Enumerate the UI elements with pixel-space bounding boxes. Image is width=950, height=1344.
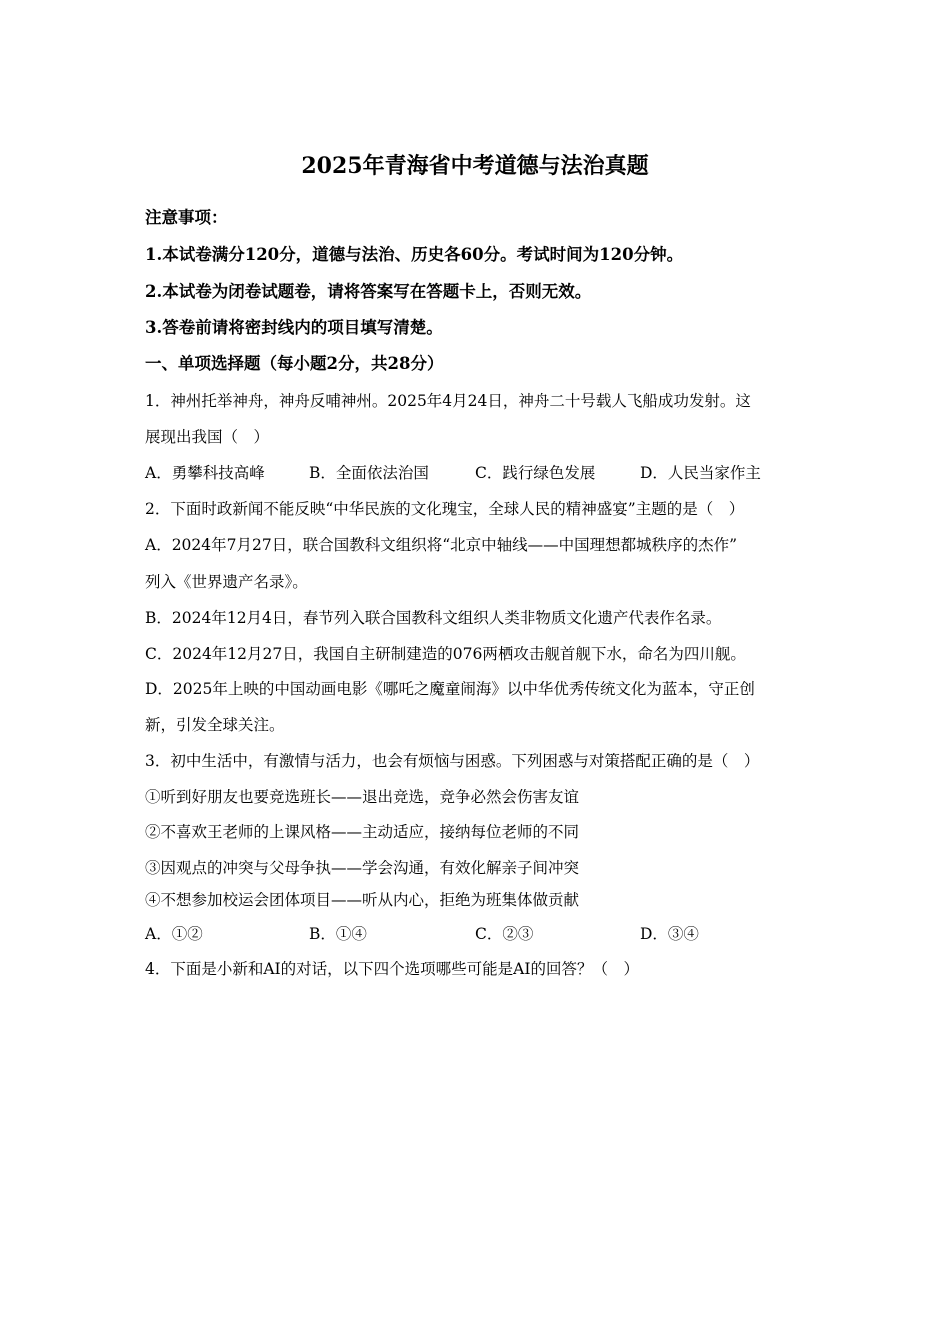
question-1-stem-line-1: 1．神州托举神舟，神舟反哺神州。2025年4月24日，神舟二十号载人飞船成功发射。这 — [145, 392, 751, 410]
question-3-item-3: ③因观点的冲突与父母争执——学会沟通，有效化解亲子间冲突 — [145, 859, 580, 877]
question-2-stem: 2．下面时政新闻不能反映“中华民族的文化瑰宝，全球人民的精神盛宴”主题的是（ ） — [145, 500, 745, 518]
question-3-option-c: C．②③ — [475, 925, 534, 943]
question-1-option-c: C．践行绿色发展 — [475, 464, 596, 482]
question-2-option-b: B．2024年12月4日，春节列入联合国教科文组织人类非物质文化遗产代表作名录。 — [145, 609, 722, 627]
question-1-option-a: A．勇攀科技高峰 — [145, 464, 265, 482]
question-4-stem: 4．下面是小新和AI的对话，以下四个选项哪些可能是AI的回答？（ ） — [145, 960, 639, 978]
question-2-option-a-line-1: A．2024年7月27日，联合国教科文组织将“北京中轴线——中国理想都城秩序的杰作” — [145, 536, 738, 554]
question-3-option-a: A．①② — [145, 925, 203, 943]
notes-item-2: 2.本试卷为闭卷试题卷，请将答案写在答题卡上，否则无效。 — [145, 282, 592, 301]
question-3-item-4: ④不想参加校运会团体项目——听从内心，拒绝为班集体做贡献 — [145, 891, 580, 909]
question-3-item-1: ①听到好朋友也要竞选班长——退出竞选，竞争必然会伤害友谊 — [145, 788, 580, 806]
section-heading: 一、单项选择题（每小题2分，共28分） — [145, 354, 444, 373]
question-3-option-b: B．①④ — [309, 925, 367, 943]
notes-heading: 注意事项： — [145, 208, 228, 227]
question-3-stem: 3．初中生活中，有激情与活力，也会有烦恼与困惑。下列困惑与对策搭配正确的是（ ） — [145, 752, 760, 770]
question-3-options — [145, 922, 825, 946]
question-1-option-b: B．全面依法治国 — [309, 464, 429, 482]
question-1-option-d: D．人民当家作主 — [640, 464, 761, 482]
question-2-option-d-line-1: D．2025年上映的中国动画电影《哪吒之魔童闹海》以中华优秀传统文化为蓝本，守正创 — [145, 680, 755, 698]
question-1-stem-line-2: 展现出我国（ ） — [145, 428, 270, 446]
notes-item-1: 1.本试卷满分120分，道德与法治、历史各60分。考试时间为120分钟。 — [145, 245, 684, 264]
question-2-option-c: C．2024年12月27日，我国自主研制建造的076两栖攻击舰首舰下水，命名为四川舰。 — [145, 645, 746, 663]
notes-item-3: 3.答卷前请将密封线内的项目填写清楚。 — [145, 318, 443, 337]
question-3-option-d: D．③④ — [640, 925, 699, 943]
question-1-options — [145, 461, 825, 485]
question-3-item-2: ②不喜欢王老师的上课风格——主动适应，接纳每位老师的不同 — [145, 823, 580, 841]
question-2-option-a-line-2: 列入《世界遗产名录》。 — [145, 573, 308, 591]
question-2-option-d-line-2: 新，引发全球关注。 — [145, 716, 285, 734]
page-title: 2025年青海省中考道德与法治真题 — [301, 153, 649, 179]
